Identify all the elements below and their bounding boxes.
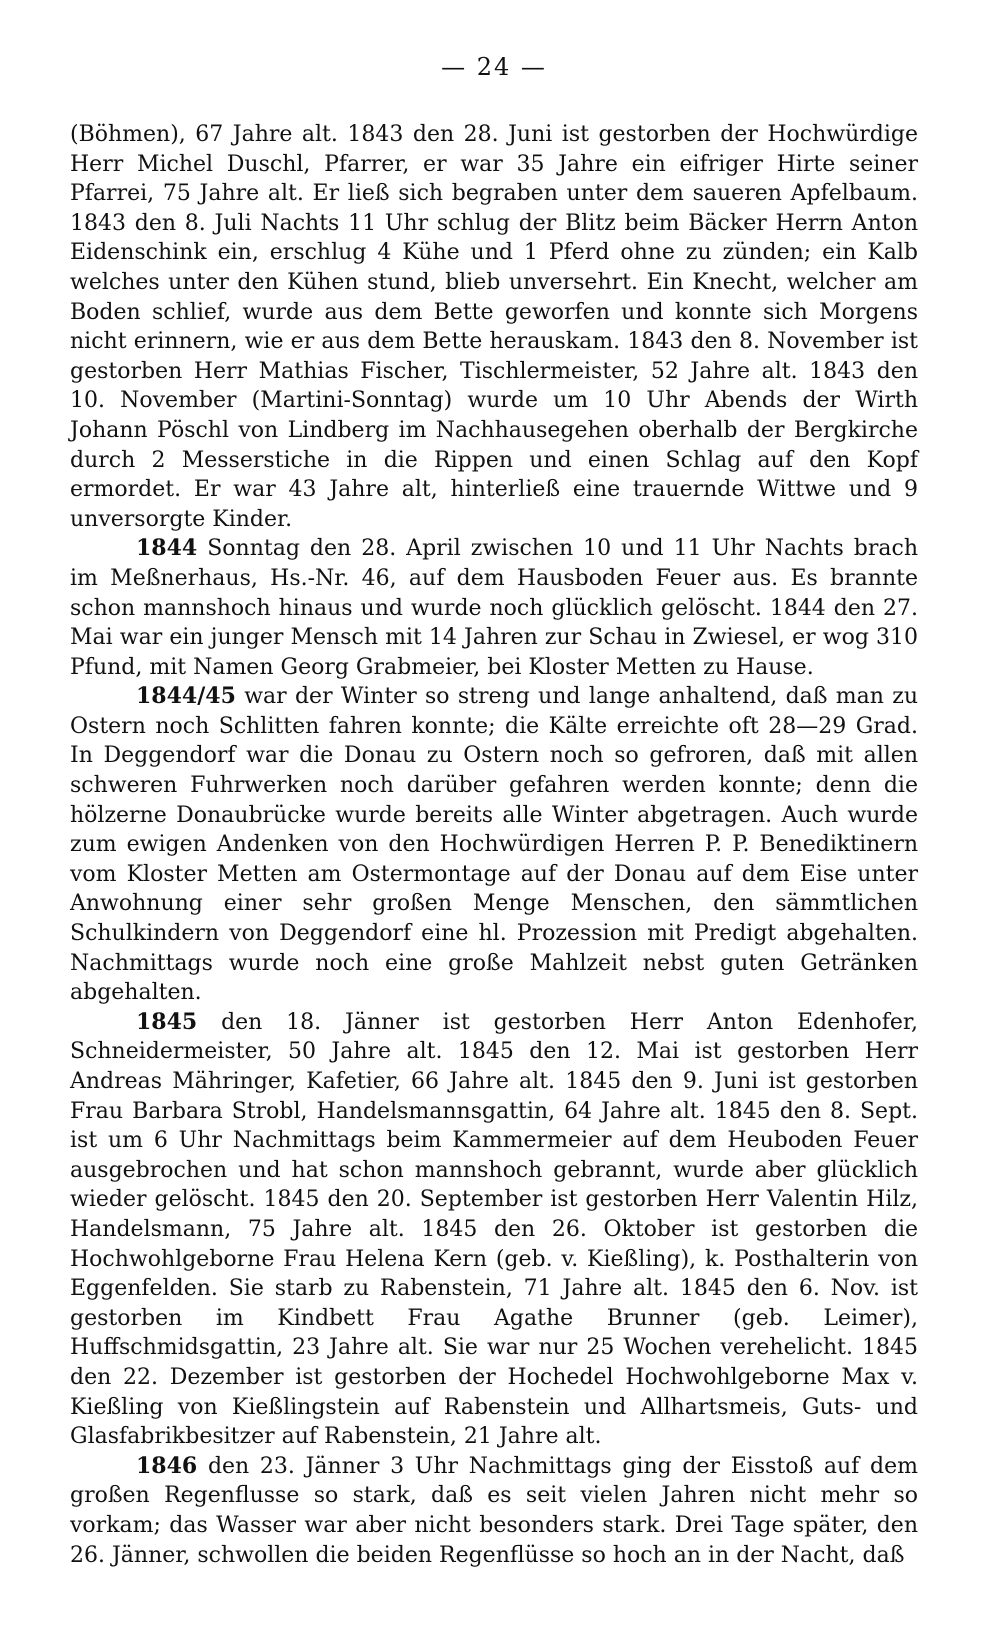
paragraph-3 bbox=[70, 682, 918, 1008]
paragraph-5-text: den 23. Jänner 3 Uhr Nachmittags ging der Eisstoß auf dem großen Regenflusse so stark, daß es seit vielen Jahren nicht mehr so vorkam; das Wasser war aber nicht besonders stark. Drei Tage später, den 26. Jänner, schwollen die beiden Regenflüsse so hoch an in der Nacht, daß bbox=[70, 1453, 918, 1568]
paragraph-1-text: (Böhmen), 67 Jahre alt. 1843 den 28. Juni ist gestorben der Hochwürdige Herr Michel Duschl, Pfarrer, er war 35 Jahre ein eifriger Hirte seiner Pfarrei, 75 Jahre alt. Er ließ sich begraben unter dem saueren Apfelbaum. 1843 den 8. Juli Nachts 11 Uhr schlug der Blitz beim Bäcker Herrn Anton Eidenschink ein, erschlug 4 Kühe und 1 Pferd ohne zu zünden; ein Kalb welches unter den Kühen stund, blieb unversehrt. Ein Knecht, welcher am Boden schlief, wurde aus dem Bette geworfen und konnte sich Morgens nicht erinnern, wie er aus dem Bette herauskam. 1843 den 8. November ist gestorben Herr Mathias Fischer, Tischlermeister, 52 Jahre alt. 1843 den 10. November (Martini-Sonntag) wurde um 10 Uhr Abends der Wirth Johann Pöschl von Lindberg im Nachhausegehen oberhalb der Bergkirche durch 2 Messerstiche in die Rippen und einen Schlag auf den Kopf ermordet. Er war 43 Jahre alt, hinterließ eine trauernde Wittwe und 9 unversorgte Kinder. bbox=[70, 122, 918, 532]
paragraph-2 bbox=[70, 534, 918, 682]
page-number: — 24 — bbox=[441, 53, 547, 81]
paragraph-3-text: war der Winter so streng und lange anhaltend, daß man zu Ostern noch Schlitten fahren konnte; die Kälte erreichte oft 28—29 Grad. In Deggendorf war die Donau zu Ostern noch so gefroren, daß mit allen schweren Fuhrwerken noch darüber gefahren werden konnte; denn die hölzerne Donaubrücke wurde bereits alle Winter abgetragen. Auch wurde zum ewigen Andenken von den Hochwürdigen Herren P. P. Benediktinern vom Kloster Metten am Ostermontage auf der Donau auf dem Eise unter Anwohnung einer sehr großen Menge Menschen, den sämmtlichen Schulkindern von Deggendorf eine hl. Prozession mit Predigt abgehalten. Nachmittags wurde noch eine große Mahlzeit nebst guten Getränken abgehalten. bbox=[70, 684, 918, 1006]
paragraph-5-year: 1846 bbox=[136, 1452, 198, 1479]
paragraph-2-year: 1844 bbox=[136, 535, 198, 562]
paragraph-1 bbox=[70, 120, 918, 534]
paragraph-4-text: den 18. Jänner ist gestorben Herr Anton Edenhofer, Schneidermeister, 50 Jahre alt. 1845 den 12. Mai ist gestorben Herr Andreas Mähringer, Kafetier, 66 Jahre alt. 1845 den 9. Juni ist gestorben Frau Barbara Strobl, Handelsmannsgattin, 64 Jahre alt. 1845 den 8. Sept. ist um 6 Uhr Nachmittags beim Kammermeier auf dem Heuboden Feuer ausgebrochen und hat schon mannshoch gebrannt, wurde aber glücklich wieder gelöscht. 1845 den 20. September ist gestorben Herr Valentin Hilz, Handelsmann, 75 Jahre alt. 1845 den 26. Oktober ist gestorben die Hochwohlgeborne Frau Helena Kern (geb. v. Kießling), k. Posthalterin von Eggenfelden. Sie starb zu Rabenstein, 71 Jahre alt. 1845 den 6. Nov. ist gestorben im Kindbett Frau Agathe Brunner (geb. Leimer), Huffschmidsgattin, 23 Jahre alt. Sie war nur 25 Wochen verehelicht. 1845 den 22. Dezember ist gestorben der Hochedel Hochwohlgeborne Max v. Kießling von Kießlingstein auf Rabenstein und Allhartsmeis, Guts- und Glasfabrikbesitzer auf Rabenstein, 21 Jahre alt. bbox=[70, 1009, 918, 1450]
paragraph-2-text: Sonntag den 28. April zwischen 10 und 11 Uhr Nachts brach im Meßnerhaus, Hs.-Nr. 46, auf dem Hausboden Feuer aus. Es brannte schon mannshoch hinaus und wurde noch glücklich gelöscht. 1844 den 27. Mai war ein junger Mensch mit 14 Jahren zur Schau in Zwiesel, er wog 310 Pfund, mit Namen Georg Grabmeier, bei Kloster Metten zu Hause. bbox=[70, 536, 918, 680]
paragraph-5 bbox=[70, 1452, 918, 1570]
body-text bbox=[70, 120, 918, 1570]
paragraph-3-year: 1844/45 bbox=[136, 683, 236, 710]
paragraph-4-year: 1845 bbox=[136, 1008, 198, 1035]
paragraph-4 bbox=[70, 1008, 918, 1452]
